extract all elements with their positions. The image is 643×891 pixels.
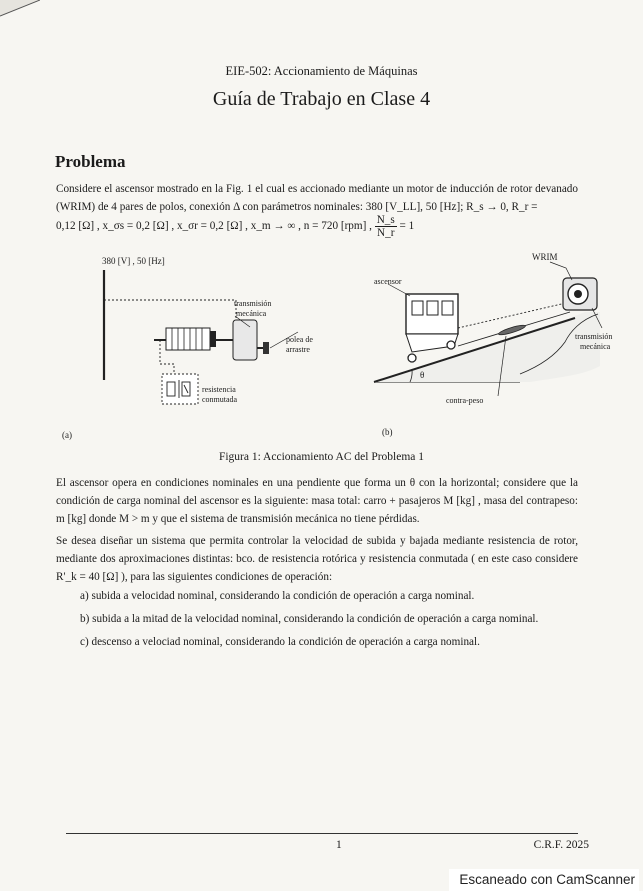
camscanner-watermark: Escaneado con CamScanner xyxy=(449,869,639,891)
counterweight-label: contra-peso xyxy=(446,396,484,405)
course-title: EIE-502: Accionamiento de Máquinas xyxy=(225,64,418,78)
operation-paragraph: El ascensor opera en condiciones nominales en una pendiente que forma un θ con la horizontal; considere que la condición de carga nominal del ascensor es la siguiente: masa total: carro + pasajeros M [kg] , masa del contrapeso: m [kg] donde M > m y que el sistema de transmisión mecánica no tiene pérdidas. xyxy=(56,477,578,525)
resistor-label-line2: conmutada xyxy=(202,395,238,404)
transmission-b-label-line2: mecánica xyxy=(580,342,611,351)
page-number: 1 xyxy=(336,839,342,851)
figure-b-tag: (b) xyxy=(382,427,393,437)
car-wheel-left xyxy=(408,354,416,362)
design-paragraph: Se desea diseñar un sistema que permita controlar la velocidad de subida y bajada mediante resistencia de rotor, mediante dos aproximaciones distintas: bco. de resistencia rotórica y resistencia conmutada ( en este caso considere R'_k = 40 [Ω] ), para las siguientes condiciones de operación: xyxy=(56,535,578,583)
wrim-pointer xyxy=(550,262,572,280)
resistor-label: resistencia xyxy=(202,385,236,394)
transmission-b-label: transmisión xyxy=(575,332,613,341)
turns-ratio xyxy=(375,214,397,239)
folded-corner xyxy=(0,0,40,18)
footer-author: C.R.F. 2025 xyxy=(533,839,589,851)
guide-title: Guía de Trabajo en Clase 4 xyxy=(212,88,431,110)
mechanical-transmission-box xyxy=(233,320,257,360)
figure-a-schematic xyxy=(60,252,320,442)
supply-label: 380 [V] , 50 [Hz] xyxy=(102,256,165,266)
figure-a-tag: (a) xyxy=(62,430,72,440)
motor-body xyxy=(166,328,210,350)
turns-ratio-numerator: N_s xyxy=(376,214,395,226)
figure-caption: Figura 1: Accionamiento AC del Problema 1 xyxy=(218,451,425,463)
parameter-line xyxy=(56,214,578,239)
problem-heading: Problema xyxy=(55,152,126,171)
motor-end-cap xyxy=(210,331,216,347)
problem-intro: Considere el ascensor mostrado en la Fig. 1 el cual es accionado mediante un motor de inducción de rotor devanado (WRIM) de 4 pares de polos, conexión Δ con parámetros nominales: 380 [V_LL], 50 [Hz]; R_s → 0, R_r = xyxy=(56,183,578,213)
figure-b-elevator xyxy=(370,246,625,441)
wrim-label: WRIM xyxy=(532,252,558,262)
pulley-label: polea de xyxy=(286,335,313,344)
angle-label: θ xyxy=(420,370,425,380)
wrim-rotor xyxy=(574,290,582,298)
elevator-car xyxy=(406,294,458,334)
parameter-values: 0,12 [Ω] , x_σs = 0,2 [Ω] , x_σr = 0,2 [Ω] , x_m → ∞ , n = 720 [rpm] , xyxy=(56,220,372,233)
turns-ratio-value: = 1 xyxy=(399,220,415,233)
question-item-b: b) subida a la mitad de la velocidad nominal, considerando la condición de operación a carga nominal. xyxy=(80,613,539,625)
motor-feed xyxy=(104,300,236,332)
transmission-label: transmisión xyxy=(234,299,272,308)
question-item-a: a) subida a velocidad nominal, considerando la condición de operación a carga nominal. xyxy=(80,590,475,602)
turns-ratio-denominator: N_r xyxy=(377,227,395,239)
transmission-label-line2: mecánica xyxy=(236,309,267,318)
drive-pulley xyxy=(263,342,269,354)
car-wheel-right xyxy=(447,341,455,349)
elevator-label: ascensor xyxy=(374,277,402,286)
footer-rule xyxy=(66,833,578,834)
pulley-label-line2: arrastre xyxy=(286,345,310,354)
question-item-c: c) descenso a velociad nominal, considerando la condición de operación a carga nominal. xyxy=(80,636,480,648)
